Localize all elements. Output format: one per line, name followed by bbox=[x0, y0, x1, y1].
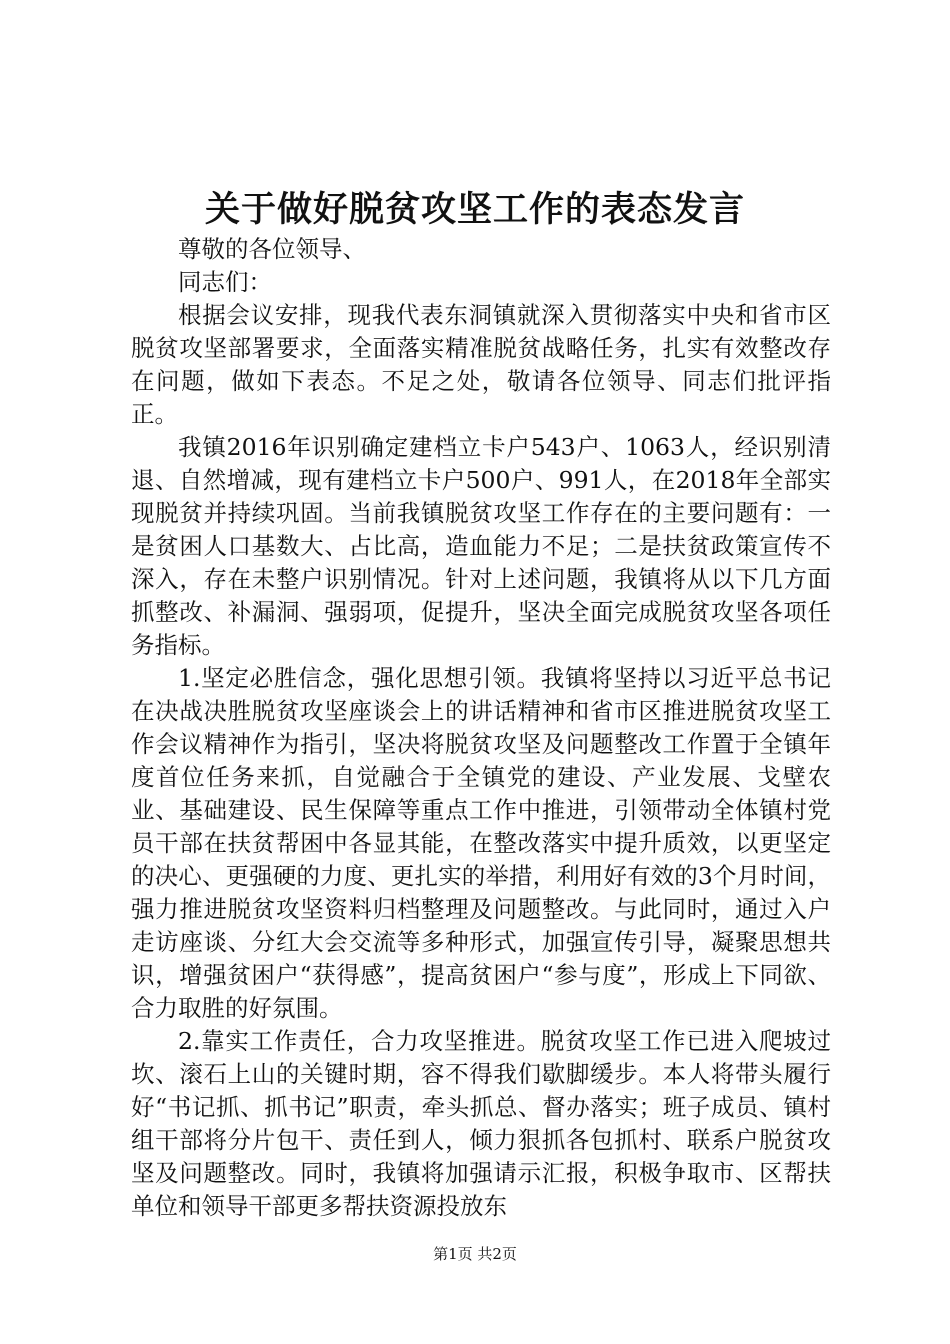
page-footer: 第1页 共2页 bbox=[433, 1245, 517, 1263]
document-body bbox=[131, 233, 831, 1223]
salutation-line-2: 同志们： bbox=[178, 268, 272, 296]
paragraph-point-2: 2.靠实工作责任，合力攻坚推进。脱贫攻坚工作已进入爬坡过坎、滚石上山的关键时期，容不得我们歇脚缓步。本人将带头履行好“书记抓、抓书记”职责，牵头抓总、督办落实；班子成员、镇村组干部将分片包干、责任到人，倾力狠抓各包抓村、联系户脱贫攻坚及问题整改。同时，我镇将加强请示汇报，积极争取市、区帮扶单位和领导干部更多帮扶资源投放东 bbox=[131, 1027, 831, 1220]
paragraph-point-1: 1.坚定必胜信念，强化思想引领。我镇将坚持以习近平总书记在决战决胜脱贫攻坚座谈会上的讲话精神和省市区推进脱贫攻坚工作会议精神作为指引，坚决将脱贫攻坚及问题整改工作置于全镇年度首位任务来抓，自觉融合于全镇党的建设、产业发展、戈壁农业、基础建设、民生保障等重点工作中推进，引领带动全体镇村党员干部在扶贫帮困中各显其能，在整改落实中提升质效，以更坚定的决心、更强硬的力度、更扎实的举措，利用好有效的3个月时间，强力推进脱贫攻坚资料归档整理及问题整改。与此同时，通过入户走访座谈、分红大会交流等多种形式，加强宣传引导，凝聚思想共识，增强贫困户“获得感”，提高贫困户“参与度”，形成上下同欲、合力取胜的好氛围。 bbox=[131, 664, 831, 1022]
document-title: 关于做好脱贫攻坚工作的表态发言 bbox=[204, 189, 745, 230]
paragraph-situation: 我镇2016年识别确定建档立卡户543户、1063人，经识别清退、自然增减，现有建档立卡户500户、991人，在2018年全部实现脱贫并持续巩固。当前我镇脱贫攻坚工作存在的主要问题有：一是贫困人口基数大、占比高，造血能力不足；二是扶贫政策宣传不深入，存在未整户识别情况。针对上述问题，我镇将从以下几方面抓整改、补漏洞、强弱项，促提升，坚决全面完成脱贫攻坚各项任务指标。 bbox=[131, 433, 831, 659]
paragraph-intro: 根据会议安排，现我代表东洞镇就深入贯彻落实中央和省市区脱贫攻坚部署要求，全面落实精准脱贫战略任务，扎实有效整改存在问题，做如下表态。不足之处，敬请各位领导、同志们批评指正。 bbox=[131, 301, 831, 428]
salutation-line-1: 尊敬的各位领导、 bbox=[178, 235, 366, 263]
